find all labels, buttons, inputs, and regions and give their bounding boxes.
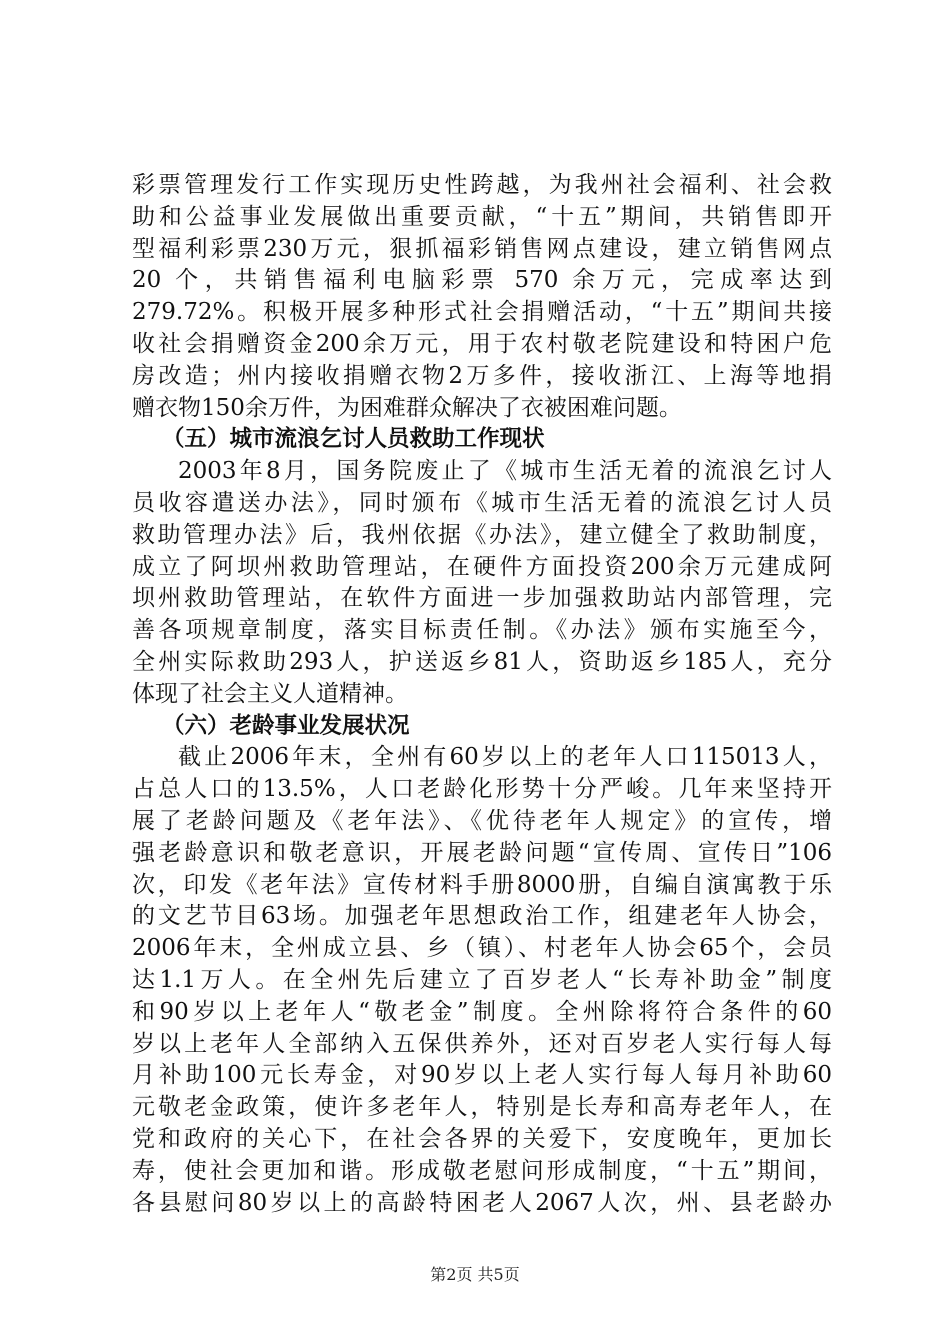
body-text-line: 各县慰问80岁以上的高龄特困老人2067人次，州、县老龄办 — [132, 1189, 832, 1216]
body-text-line: 型福利彩票230万元，狠抓福彩销售网点建设，建立销售网点 — [132, 235, 832, 262]
body-text-line: 岁以上老年人全部纳入五保供养外，还对百岁老人实行每人每 — [132, 1030, 832, 1057]
body-text-line: 坝州救助管理站，在软件方面进一步加强救助站内部管理，完 — [132, 585, 832, 612]
page-footer: 第2页 共5页 — [430, 1265, 520, 1284]
body-text-line: 赠衣物150余万件，为困难群众解决了衣被困难问题。 — [132, 394, 682, 421]
body-text-line: 成立了阿坝州救助管理站，在硬件方面投资200余万元建成阿 — [132, 553, 832, 580]
body-text-line: 展了老龄问题及《老年法》、《优待老年人规定》的宣传，增 — [132, 807, 832, 834]
document-body — [132, 170, 832, 1219]
body-text-line: 彩票管理发行工作实现历史性跨越，为我州社会福利、社会救 — [132, 172, 832, 198]
body-text-line: 寿，使社会更加和谐。形成敬老慰问形成制度，“十五”期间， — [132, 1157, 832, 1184]
body-text-line: 党和政府的关心下，在社会各界的关爱下，安度晚年，更加长 — [132, 1125, 832, 1152]
body-text-line: 体现了社会主义人道精神。 — [132, 680, 408, 707]
paragraph-first-line: 截止2006年末，全州有60岁以上的老年人口115013人， — [178, 744, 832, 771]
body-text-line: 房改造；州内接收捐赠衣物2万多件，接收浙江、上海等地捐 — [132, 362, 832, 389]
body-text-line: 收社会捐赠资金200余万元，用于农村敬老院建设和特困户危 — [132, 330, 832, 357]
body-text-line: 元敬老金政策，使许多老年人，特别是长寿和高寿老年人，在 — [132, 1094, 832, 1121]
section-heading: （五）城市流浪乞讨人员救助工作现状 — [162, 426, 545, 453]
body-text-line: 助和公益事业发展做出重要贡献，“十五”期间，共销售即开 — [132, 203, 832, 230]
body-text-line: 的文艺节目63场。加强老年思想政治工作，组建老年人协会， — [132, 903, 832, 930]
body-text-line: 达1.1万人。在全州先后建立了百岁老人“长寿补助金”制度 — [132, 966, 832, 993]
body-text-line: 20 个，共销售福利电脑彩票 570 余万元，完成率达到 — [132, 267, 832, 294]
body-text-line: 次，印发《老年法》宣传材料手册8000册，自编自演寓教于乐 — [132, 871, 832, 898]
body-text-line: 2006年末，全州成立县、乡（镇）、村老年人协会65个，会员 — [132, 935, 832, 962]
body-text-line: 月补助100元长寿金，对90岁以上老人实行每人每月补助60 — [132, 1062, 832, 1089]
body-text-line: 善各项规章制度，落实目标责任制。《办法》颁布实施至今， — [132, 617, 832, 644]
body-text-line: 员收容遣送办法》，同时颁布《城市生活无着的流浪乞讨人员 — [132, 489, 832, 516]
body-text-line: 救助管理办法》后，我州依据《办法》，建立健全了救助制度， — [132, 521, 832, 548]
body-text-line: 和90岁以上老年人“敬老金”制度。全州除将符合条件的60 — [132, 998, 832, 1025]
body-text-line: 279.72%。积极开展多种形式社会捐赠活动，“十五”期间共接 — [132, 299, 832, 326]
body-text-line: 占总人口的13.5%，人口老龄化形势十分严峻。几年来坚持开 — [132, 776, 832, 803]
paragraph-first-line: 2003年8月，国务院废止了《城市生活无着的流浪乞讨人 — [178, 458, 832, 485]
body-text-line: 全州实际救助293人，护送返乡81人，资助返乡185人，充分 — [132, 648, 832, 675]
body-text-line: 强老龄意识和敬老意识，开展老龄问题“宣传周、宣传日”106 — [132, 839, 832, 866]
section-heading: （六）老龄事业发展状况 — [162, 712, 410, 739]
